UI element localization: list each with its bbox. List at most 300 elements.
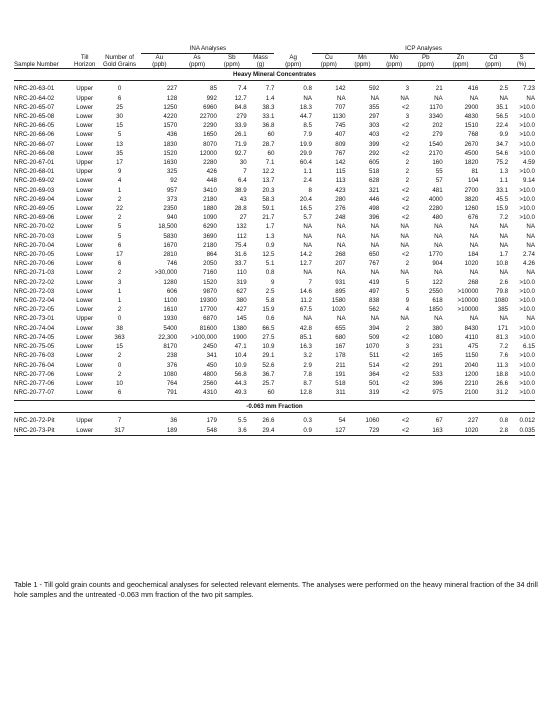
- table-cell: 1020: [464, 260, 479, 268]
- table-cell: NA: [499, 241, 509, 249]
- table-cell: 171: [497, 324, 509, 332]
- table-cell: >30,000: [154, 269, 178, 277]
- table-cell: NRC-20-72-04: [14, 297, 55, 305]
- table-cell: 2180: [203, 241, 217, 249]
- table-cell: 2: [405, 260, 410, 268]
- table-cell: 30: [239, 159, 247, 167]
- table-cell: >10.0: [519, 149, 535, 157]
- table-cell: 1850: [428, 306, 443, 314]
- column-header-row: [14, 54, 535, 69]
- table-cell: Lower: [76, 260, 94, 268]
- table-cell: 0.6: [265, 315, 275, 323]
- table-cell: 1.4: [265, 94, 275, 102]
- table-cell: 92: [170, 177, 178, 185]
- table-cell: Lower: [76, 223, 94, 231]
- table-cell: <2: [401, 251, 410, 259]
- table-cell: 9.9: [499, 131, 509, 139]
- table-cell: >10.0: [519, 122, 535, 130]
- table-cell: 38: [116, 324, 123, 332]
- table-cell: <2: [401, 370, 410, 378]
- table-cell: <2: [401, 417, 410, 425]
- table-cell: 167: [335, 343, 346, 351]
- table-row: [14, 324, 535, 333]
- table-cell: 8070: [203, 140, 217, 148]
- column-header-line1: S: [519, 54, 524, 61]
- table-cell: 56.8: [234, 370, 247, 378]
- table-cell: >10.0: [519, 389, 535, 397]
- column-header-line2: (ppm): [285, 61, 302, 69]
- table-cell: 31.6: [234, 251, 247, 259]
- table-cell: 17700: [199, 306, 217, 314]
- table-cell: 767: [335, 149, 346, 157]
- table-cell: 2050: [203, 260, 217, 268]
- table-cell: 1.3: [499, 168, 509, 176]
- table-cell: 25: [116, 103, 123, 111]
- table-cell: 0.8: [303, 85, 312, 93]
- table-cell: 1770: [428, 251, 443, 259]
- table-cell: NA: [526, 232, 535, 240]
- table-cell: 2350: [163, 205, 178, 213]
- table-row: [14, 314, 535, 323]
- table-cell: 7: [308, 278, 312, 286]
- table-cell: <2: [401, 379, 410, 387]
- table-row: [14, 103, 535, 112]
- table-cell: Lower: [76, 241, 94, 249]
- table-cell: 363: [114, 333, 125, 341]
- table-cell: 191: [335, 370, 346, 378]
- table-cell: 3: [405, 343, 410, 351]
- table-cell: 364: [368, 370, 380, 378]
- table-cell: NRC-20-75-05: [14, 343, 55, 351]
- table-row: [14, 296, 535, 305]
- table-cell: NRC-20-66-08: [14, 149, 55, 157]
- table-cell: 16.3: [299, 343, 312, 351]
- table-cell: 12.7: [234, 94, 247, 102]
- table-cell: 7.7: [265, 85, 275, 93]
- table-cell: 142: [335, 159, 346, 167]
- table-cell: 7.4: [238, 85, 247, 93]
- table-cell: 81600: [199, 324, 217, 332]
- table-cell: 1020: [443, 426, 479, 436]
- table-cell: 511: [369, 352, 380, 360]
- table-row: [14, 149, 535, 158]
- table-cell: Lower: [76, 324, 94, 332]
- table-cell: 2.6: [499, 278, 509, 286]
- table-cell: >100,000: [190, 333, 217, 341]
- table-cell: 5400: [163, 324, 178, 332]
- table-cell: Upper: [76, 315, 94, 323]
- table-cell: 292: [368, 149, 380, 157]
- table-cell: NRC-20-72-05: [14, 306, 55, 314]
- table-cell: 12.7: [299, 260, 312, 268]
- table-cell: 562: [368, 306, 380, 314]
- column-header-line2: Gold Grains: [103, 61, 137, 69]
- column-header-line2: (ppm): [417, 61, 434, 69]
- table-cell: >10.0: [519, 370, 535, 378]
- table-cell: 71.9: [234, 140, 247, 148]
- table-cell: NA: [303, 269, 312, 277]
- table-cell: 317: [98, 426, 142, 436]
- table-cell: 1170: [429, 103, 443, 111]
- table-cell: 3: [405, 113, 410, 121]
- table-cell: 4: [117, 177, 122, 185]
- table-cell: 1380: [232, 324, 247, 332]
- table-cell: 9: [405, 297, 410, 305]
- column-header-line1: As: [193, 54, 201, 61]
- table-cell: 6960: [203, 103, 217, 111]
- table-cell: 38.9: [234, 186, 247, 194]
- table-cell: NRC-20-76-04: [14, 361, 55, 369]
- table-cell: 268: [468, 278, 479, 286]
- table-cell: <2: [401, 195, 410, 203]
- table-cell: NA: [337, 223, 346, 231]
- table-cell: 321: [368, 186, 380, 194]
- table-cell: 26.6: [496, 379, 509, 387]
- table-cell: 10: [116, 379, 123, 387]
- table-cell: 60: [267, 149, 275, 157]
- table-cell: <2: [401, 140, 410, 148]
- table-cell: 303: [368, 122, 380, 130]
- table-cell: 1580: [331, 297, 346, 305]
- table-cell: 11.2: [300, 297, 312, 305]
- table-cell: 4000: [428, 195, 443, 203]
- table-cell: 426: [206, 168, 217, 176]
- table-cell: 396: [368, 214, 380, 222]
- table-cell: 85.1: [299, 333, 312, 341]
- table-cell: 2: [117, 370, 122, 378]
- column-header: [177, 54, 217, 69]
- table-cell: 385: [497, 306, 509, 314]
- table-row: [14, 370, 535, 379]
- table-cell: 15: [116, 343, 123, 351]
- table-row: [14, 130, 535, 139]
- table-cell: 7.2: [499, 343, 509, 351]
- table-cell: 2.5: [499, 85, 509, 93]
- table-cell: 446: [368, 195, 380, 203]
- table-cell: 231: [432, 343, 443, 351]
- column-header: [72, 54, 98, 69]
- table-cell: 44.3: [234, 379, 247, 387]
- table-cell: 160: [432, 159, 443, 167]
- table-cell: 60: [267, 131, 275, 139]
- table-cell: Lower: [76, 149, 94, 157]
- table-cell: 1260: [464, 205, 479, 213]
- table-cell: 18,500: [158, 223, 178, 231]
- table-cell: 768: [468, 131, 479, 139]
- table-cell: 248: [335, 214, 346, 222]
- table-cell: Lower: [76, 352, 94, 360]
- table-cell: 9: [117, 168, 122, 176]
- table-cell: 1070: [365, 343, 380, 351]
- table-cell: 746: [166, 260, 178, 268]
- table-cell: 33.1: [262, 113, 275, 121]
- table-cell: 54.6: [496, 149, 509, 157]
- table-cell: >10000: [457, 306, 479, 314]
- table-cell: 4800: [203, 370, 217, 378]
- table-cell: NRC-20-70-03: [14, 232, 55, 240]
- table-cell: 15.9: [262, 306, 275, 314]
- column-header: [346, 54, 380, 69]
- table-cell: <2: [401, 333, 410, 341]
- table-cell: 427: [236, 306, 247, 314]
- table-cell: Lower: [76, 333, 94, 341]
- table-cell: 122: [432, 278, 443, 286]
- table-row: [14, 305, 535, 314]
- table-cell: 2100: [464, 389, 479, 397]
- table-cell: 376: [166, 361, 178, 369]
- table-cell: 0.3: [303, 417, 312, 425]
- column-header: [478, 54, 508, 69]
- table-cell: 2: [117, 306, 122, 314]
- table-cell: Upper: [76, 159, 94, 167]
- table-cell: NA: [526, 223, 535, 231]
- table-cell: NRC-20-69-04: [14, 195, 55, 203]
- table-cell: >10000: [457, 287, 479, 295]
- table-cell: 127: [312, 426, 346, 436]
- table-cell: 6: [117, 241, 122, 249]
- table-cell: 15: [116, 122, 123, 130]
- table-cell: 940: [166, 214, 178, 222]
- table-cell: NA: [434, 241, 443, 249]
- table-cell: 475: [468, 343, 479, 351]
- table-cell: 403: [368, 131, 380, 139]
- table-cell: 3690: [203, 232, 217, 240]
- table-cell: NRC-20-67-01: [14, 159, 55, 167]
- table-cell: NRC-20-72-03: [14, 287, 55, 295]
- table-cell: 22: [116, 205, 123, 213]
- table-cell: Upper: [76, 168, 94, 176]
- table-cell: >10.0: [519, 131, 535, 139]
- table-cell: NRC-20-77-06: [14, 370, 55, 378]
- table-cell: 7.6: [499, 352, 509, 360]
- table-cell: <2: [401, 131, 410, 139]
- table-cell: 0.9: [274, 426, 312, 436]
- table-cell: 548: [177, 426, 217, 436]
- table-cell: 1540: [428, 140, 443, 148]
- table-cell: 29.9: [299, 149, 312, 157]
- table-cell: 184: [468, 251, 479, 259]
- table-cell: 1630: [163, 159, 178, 167]
- column-header-line1: Ag: [289, 54, 297, 61]
- table-row: [14, 213, 535, 222]
- table-cell: 2: [405, 177, 410, 185]
- section-fine-fraction: [14, 401, 535, 413]
- table-cell: 6870: [203, 315, 217, 323]
- table-cell: >10.0: [519, 352, 535, 360]
- table-cell: 35: [116, 149, 123, 157]
- column-header-line1: Mass: [253, 54, 268, 61]
- table-cell: 480: [432, 214, 443, 222]
- table-cell: 680: [335, 333, 346, 341]
- table-cell: 26.6: [262, 417, 275, 425]
- table-cell: 0.035: [508, 426, 535, 436]
- table-cell: 606: [166, 287, 178, 295]
- table-cell: 29.4: [247, 426, 275, 436]
- table-cell: NA: [370, 94, 380, 102]
- table-cell: Lower: [76, 287, 94, 295]
- column-header-line2: (ppm): [485, 61, 502, 69]
- table-cell: 57: [435, 177, 443, 185]
- table-cell: 518: [335, 379, 346, 387]
- table-cell: 3: [405, 85, 410, 93]
- column-header-line1: Pb: [422, 54, 430, 61]
- table-cell: 12.8: [299, 389, 312, 397]
- table-cell: NA: [370, 241, 380, 249]
- table-cell: 1830: [163, 140, 178, 148]
- table-cell: 2.9: [303, 361, 312, 369]
- table-row: [14, 287, 535, 296]
- table-cell: 3340: [428, 113, 443, 121]
- table-cell: 128: [166, 94, 178, 102]
- table-cell: NRC-20-77-07: [14, 389, 55, 397]
- table-cell: 55: [435, 168, 443, 176]
- table-cell: NA: [469, 223, 479, 231]
- table-cell: Lower: [76, 195, 94, 203]
- table-cell: 628: [368, 177, 380, 185]
- table-cell: 5.5: [238, 417, 247, 425]
- table-cell: 2: [117, 195, 122, 203]
- table-cell: NRC-20-65-08: [14, 113, 55, 121]
- table-cell: 20.3: [262, 186, 275, 194]
- table-cell: NA: [400, 94, 410, 102]
- table-cell: 2: [117, 214, 122, 222]
- table-cell: 2290: [203, 122, 217, 130]
- column-header: [443, 54, 479, 69]
- table-cell: 1: [117, 297, 122, 305]
- table-cell: Lower: [76, 297, 94, 305]
- table-cell: >10.0: [519, 103, 535, 111]
- table-cell: 26.1: [234, 131, 247, 139]
- table-cell: 1.7: [499, 251, 509, 259]
- table-cell: NRC-20-73-Pit: [14, 426, 72, 436]
- table-cell: 380: [432, 324, 443, 332]
- table-cell: 2: [117, 352, 122, 360]
- table-cell: 163: [409, 426, 443, 436]
- section-heavy-mineral-label: Heavy Mineral Concentrates: [14, 69, 535, 81]
- table-cell: 8430: [464, 324, 479, 332]
- table-cell: 1080: [494, 297, 509, 305]
- table-row: [14, 351, 535, 360]
- table-cell: Lower: [76, 214, 94, 222]
- table-cell: 36.8: [262, 122, 275, 130]
- table-cell: 21: [435, 85, 443, 93]
- table-cell: NA: [434, 223, 443, 231]
- table-cell: 22.4: [496, 122, 509, 130]
- table-row: [14, 176, 535, 185]
- table-cell: 56.5: [496, 113, 509, 121]
- table-row: [14, 158, 535, 167]
- table-cell: 13.7: [262, 177, 275, 185]
- table-row: [14, 426, 535, 436]
- table-cell: 31.2: [496, 389, 509, 397]
- table-cell: 2280: [203, 159, 217, 167]
- table-cell: 18.8: [496, 370, 509, 378]
- table-cell: 9870: [203, 287, 217, 295]
- table-cell: <2: [379, 426, 409, 436]
- table-cell: 2.8: [478, 426, 508, 436]
- column-header-line1: Till: [80, 54, 89, 61]
- table-cell: 2700: [464, 186, 479, 194]
- table-cell: 8.7: [303, 379, 312, 387]
- table-cell: 38.3: [262, 103, 275, 111]
- table-cell: <2: [401, 352, 410, 360]
- table-cell: NRC-20-70-04: [14, 241, 55, 249]
- table-cell: Lower: [76, 278, 94, 286]
- table-cell: NA: [469, 94, 479, 102]
- table-cell: >10.0: [519, 195, 535, 203]
- table-cell: >10.0: [519, 324, 535, 332]
- table-cell: 4220: [163, 113, 178, 121]
- table-cell: 0.9: [265, 241, 275, 249]
- table-cell: 58.3: [262, 195, 275, 203]
- table-cell: 79.8: [496, 287, 509, 295]
- table-cell: 28.7: [262, 140, 275, 148]
- table-cell: 2180: [203, 195, 217, 203]
- table-cell: Lower: [76, 389, 94, 397]
- column-header-line2: (g): [256, 61, 265, 69]
- table-cell: 6: [117, 389, 122, 397]
- table-cell: 838: [368, 297, 380, 305]
- table-cell: 0.8: [499, 417, 509, 425]
- table-cell: 4110: [465, 333, 479, 341]
- table-cell: 707: [335, 103, 346, 111]
- table-cell: 110: [236, 269, 247, 277]
- table-cell: NA: [469, 241, 479, 249]
- table-row: [14, 195, 535, 204]
- table-cell: 142: [335, 85, 346, 93]
- table-cell: 36.7: [262, 370, 275, 378]
- table-cell: 6.4: [238, 177, 247, 185]
- table-cell: 33.1: [496, 186, 509, 194]
- table-cell: >10.0: [519, 297, 535, 305]
- column-header-line2: (ppm): [188, 61, 206, 69]
- table-cell: NA: [400, 223, 410, 231]
- table-cell: NRC-20-74-05: [14, 333, 55, 341]
- table-cell: 2: [405, 168, 410, 176]
- table-cell: 8.5: [303, 122, 312, 130]
- table-cell: 8170: [163, 343, 178, 351]
- column-header-line2: Horizon: [74, 61, 96, 69]
- table-cell: 325: [166, 168, 178, 176]
- table-cell: Lower: [72, 426, 98, 436]
- column-header: [217, 54, 247, 69]
- table-cell: 19.9: [299, 140, 312, 148]
- column-header: [274, 54, 312, 69]
- table-cell: 618: [432, 297, 443, 305]
- table-cell: 6: [117, 94, 122, 102]
- table-cell: 27: [239, 214, 247, 222]
- table-cell: 423: [335, 186, 346, 194]
- table-cell: 2810: [163, 251, 178, 259]
- table-cell: >10.0: [519, 113, 535, 121]
- table-cell: 3.6: [217, 426, 247, 436]
- table-cell: Lower: [76, 113, 94, 121]
- table-cell: 399: [368, 140, 380, 148]
- table-cell: NRC-20-74-04: [14, 324, 55, 332]
- table-cell: 1250: [163, 103, 178, 111]
- table-cell: Lower: [76, 232, 94, 240]
- table-cell: 1880: [203, 205, 217, 213]
- ina-group-header: INA Analyses: [141, 44, 274, 54]
- table-cell: Lower: [76, 205, 94, 213]
- table-cell: NRC-20-70-02: [14, 223, 55, 231]
- table-cell: 7160: [203, 269, 217, 277]
- table-cell: 895: [335, 287, 346, 295]
- table-cell: >10.0: [519, 379, 535, 387]
- table-cell: 17: [116, 251, 123, 259]
- table-cell: 9: [270, 278, 275, 286]
- table-cell: 165: [432, 352, 443, 360]
